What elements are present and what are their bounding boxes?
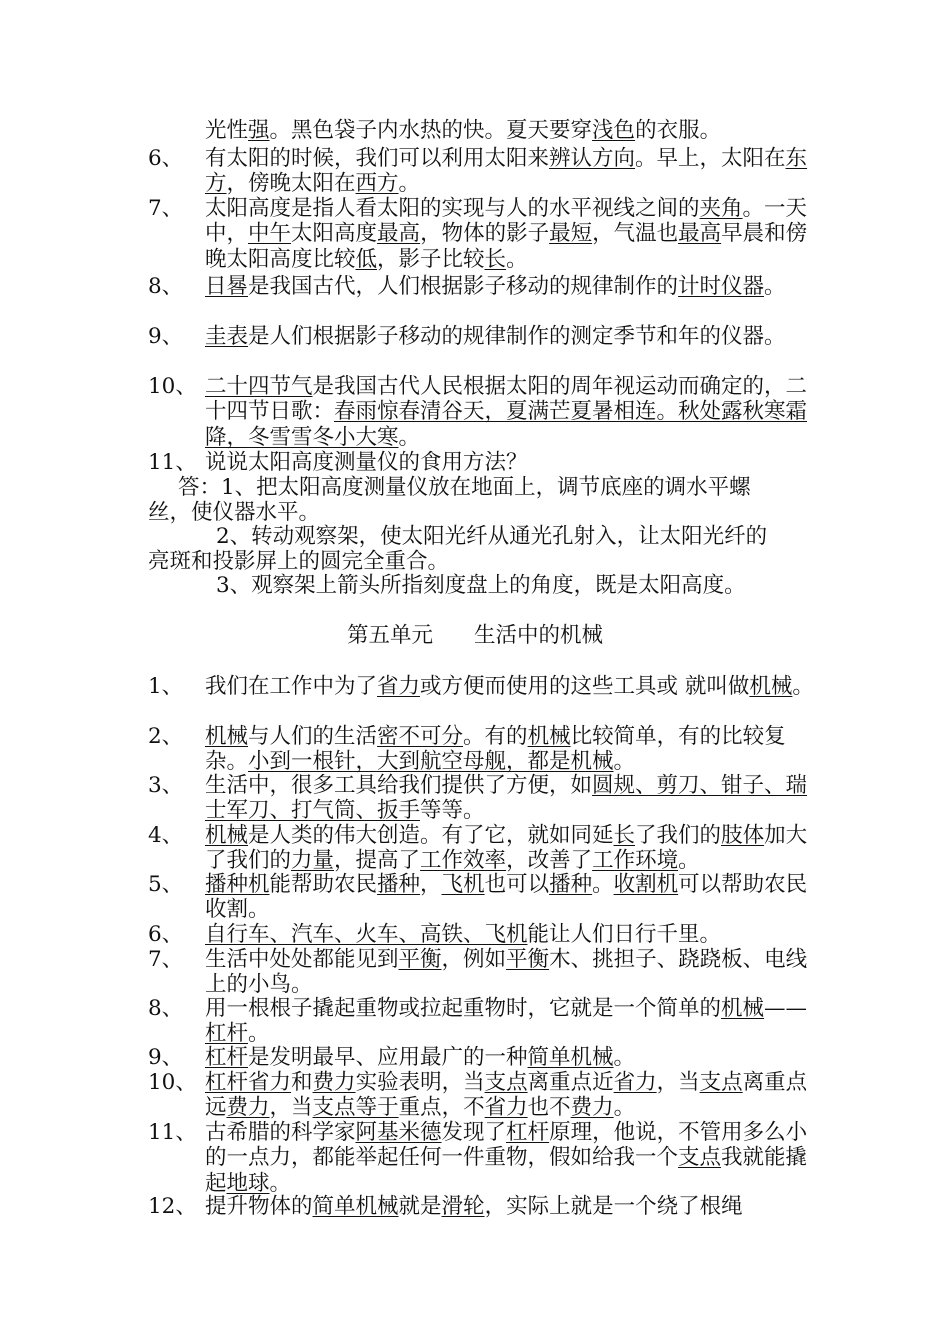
item-number: 7、 xyxy=(148,196,184,221)
list-item xyxy=(148,196,820,272)
list-item xyxy=(148,374,820,450)
item-number: 2、 xyxy=(148,724,184,749)
unit-heading: 第五单元 生活中的机械 xyxy=(346,623,603,648)
list-item xyxy=(148,823,820,874)
list-item xyxy=(148,1120,820,1196)
item-number: 11、 xyxy=(148,1120,197,1145)
item-number: 8、 xyxy=(148,274,184,299)
item-text: 提升物体的简单机械就是滑轮，实际上就是一个绕了根绳 xyxy=(205,1194,743,1219)
item-number: 12、 xyxy=(148,1194,197,1219)
list-item xyxy=(148,724,820,775)
list-item xyxy=(148,674,820,699)
item-text: 自行车、汽车、火车、高铁、飞机能让人们日行千里。 xyxy=(205,922,722,947)
answer-step-2 xyxy=(148,524,820,575)
item-text: 生活中，很多工具给我们提供了方便，如圆规、剪刀、钳子、瑞士军刀、打气筒、扳手等等。 xyxy=(205,773,808,824)
list-item xyxy=(148,1070,820,1121)
answer-step-1 xyxy=(148,475,820,526)
continued-text: 光性强。黑色袋子内水热的快。夏天要穿浅色的衣服。 xyxy=(205,118,722,143)
item-text: 用一根根子撬起重物或拉起重物时，它就是一个简单的机械——杠杆。 xyxy=(205,996,808,1047)
list-item xyxy=(148,1194,820,1219)
list-item xyxy=(148,324,820,349)
item-text: 二十四节气是我国古代人民根据太阳的周年视运动而确定的，二十四节日歌：春雨惊春清谷天，夏满芒夏暑相连。秋处露秋寒霜降，冬雪雪冬小大寒。 xyxy=(205,374,808,450)
item-text: 杠杆是发明最早、应用最广的一种简单机械。 xyxy=(205,1045,636,1070)
list-item xyxy=(148,947,820,998)
item-text: 我们在工作中为了省力或方便而使用的这些工具或 就叫做机械。 xyxy=(205,674,814,699)
item-text: 杠杆省力和费力实验表明，当支点离重点近省力，当支点离重点远费力，当支点等于重点，不省力也不费力。 xyxy=(205,1070,808,1121)
item-number: 3、 xyxy=(148,773,184,798)
item-text: 生活中处处都能见到平衡，例如平衡木、挑担子、跷跷板、电线上的小鸟。 xyxy=(205,947,808,998)
answer-step-1-rest: 丝，使仪器水平。 xyxy=(148,500,321,526)
item-number: 9、 xyxy=(148,1045,184,1070)
item-text: 机械是人类的伟大创造。有了它，就如同延长了我们的肢体加大了我们的力量，提高了工作效率，改善了工作环境。 xyxy=(205,823,808,874)
item-number: 8、 xyxy=(148,996,184,1021)
item-text: 有太阳的时候，我们可以利用太阳来辨认方向。早上，太阳在东方，傍晚太阳在西方。 xyxy=(205,146,808,197)
item-number: 9、 xyxy=(148,324,184,349)
item-text: 播种机能帮助农民播种，飞机也可以播种。收割机可以帮助农民收割。 xyxy=(205,872,808,923)
list-item xyxy=(148,872,820,923)
item-number: 10、 xyxy=(148,1070,197,1095)
item-number: 7、 xyxy=(148,947,184,972)
item-number: 6、 xyxy=(148,922,184,947)
answer-step-3: 3、观察架上箭头所指刻度盘上的角度，既是太阳高度。 xyxy=(216,573,746,598)
list-item xyxy=(148,922,820,947)
item-text: 日晷是我国古代，人们根据影子移动的规律制作的计时仪器。 xyxy=(205,274,786,299)
item-number: 11、 xyxy=(148,450,197,475)
item-text: 说说太阳高度测量仪的食用方法？ xyxy=(205,450,528,475)
item-text: 圭表是人们根据影子移动的规律制作的测定季节和年的仪器。 xyxy=(205,324,786,349)
item-text: 太阳高度是指人看太阳的实现与人的水平视线之间的夹角。一天中，中午太阳高度最高，物体的影子最短，气温也最高早晨和傍晚太阳高度比较低，影子比较长。 xyxy=(205,196,808,272)
item-number: 1、 xyxy=(148,674,184,699)
answer-step-2-line: 2、转动观察架，使太阳光纤从通光孔射入，让太阳光纤的 xyxy=(216,524,768,549)
list-item xyxy=(148,773,820,824)
item-number: 4、 xyxy=(148,823,184,848)
list-item xyxy=(148,450,820,475)
list-item xyxy=(148,1045,820,1070)
item-number: 6、 xyxy=(148,146,184,171)
item-number: 5、 xyxy=(148,872,184,897)
item-text: 机械与人们的生活密不可分。有的机械比较简单，有的比较复杂。小到一根针，大到航空母舰，都是机械。 xyxy=(205,724,786,775)
list-item xyxy=(148,274,820,299)
item-text: 古希腊的科学家阿基米德发现了杠杆原理，他说，不管用多么小的一点力，都能举起任何一件重物，假如给我一个支点我就能撬起地球。 xyxy=(205,1120,808,1196)
item-number: 10、 xyxy=(148,374,197,399)
answer-step-2-rest: 亮斑和投影屏上的圆完全重合。 xyxy=(148,549,450,575)
list-item xyxy=(148,146,820,197)
list-item xyxy=(148,996,820,1047)
answer-step-1-line: 答：1、把太阳高度测量仪放在地面上，调节底座的调水平螺 xyxy=(178,475,751,500)
